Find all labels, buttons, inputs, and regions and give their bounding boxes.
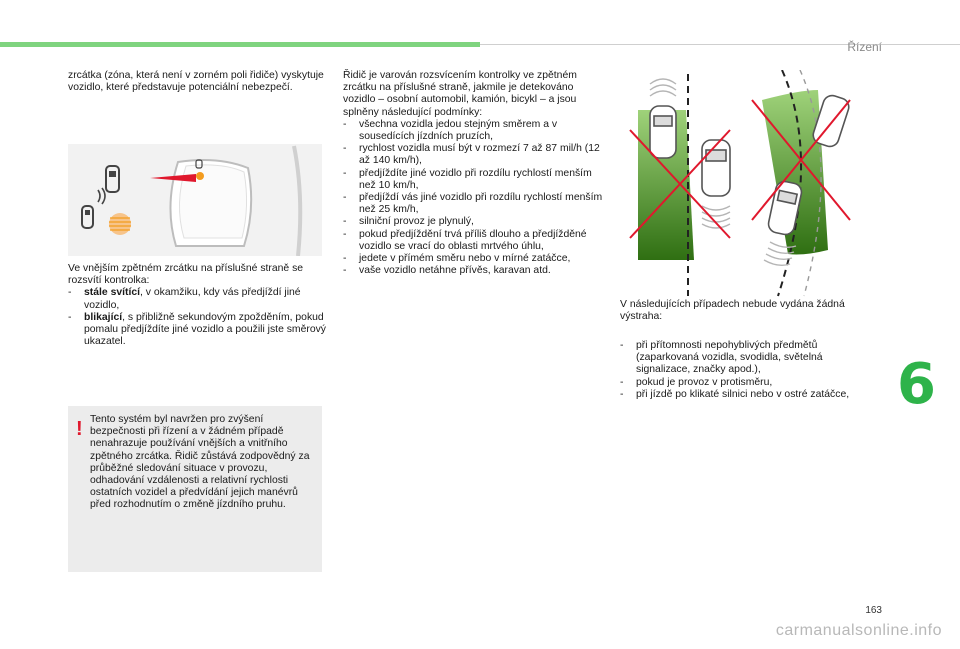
list-dash: - bbox=[343, 265, 347, 277]
list-item bbox=[68, 287, 326, 311]
case-text: pokud je provoz v protisměru, bbox=[636, 376, 773, 388]
item-text: , s přibližně sekundovým zpožděním, pokud pomalu předjíždíte jiné vozidlo a použili jste směrový ukazatel. bbox=[84, 311, 326, 348]
list-dash: - bbox=[343, 167, 347, 179]
list-dash: - bbox=[68, 287, 72, 299]
col2-conditions bbox=[343, 70, 605, 277]
list-item bbox=[343, 265, 605, 277]
no-warning-list bbox=[620, 340, 870, 401]
conditions-list bbox=[343, 119, 605, 278]
list-item bbox=[343, 253, 605, 265]
condition-text: silniční provoz je plynulý, bbox=[359, 216, 474, 228]
col1-intro: zrcátka (zóna, která není v zorném poli řidiče) vyskytuje vozidlo, které představuje potenciální nebezpečí. bbox=[68, 70, 324, 94]
list-dash: - bbox=[343, 143, 347, 155]
list-dash: - bbox=[343, 253, 347, 265]
item-bold: blikající bbox=[84, 311, 123, 323]
list-dash: - bbox=[343, 228, 347, 240]
warning-text: Tento systém byl navržen pro zvýšení bezpečnosti při řízení a v žádném případě nenahrazuje používání vnějších a vnitřního zpětného zrcátka. Řidič zůstává zodpovědný za průběžné sledování situace v provozu, odhadování vzdálenosti a relativní rychlosti ostatních vozidel a předvídání jejich manévrů před rozhodnutím o změně jízdního pruhu. bbox=[90, 414, 310, 511]
list-dash: - bbox=[68, 311, 72, 323]
warning-icon: ! bbox=[76, 418, 83, 440]
list-dash: - bbox=[343, 192, 347, 204]
item-text: , v okamžiku, kdy vás předjíždí jiné vozidlo, bbox=[84, 287, 301, 311]
list-item bbox=[343, 216, 605, 228]
case-text: při jízdě po klikaté silnici nebo v ostré zatáčce, bbox=[636, 388, 850, 400]
list-item bbox=[343, 143, 605, 167]
list-item bbox=[620, 389, 870, 401]
mirror-intro: Ve vnějším zpětném zrcátku na příslušné straně se rozsvítí kontrolka: bbox=[68, 263, 304, 287]
condition-text: vaše vozidlo netáhne přívěs, karavan atd. bbox=[359, 265, 551, 277]
list-item bbox=[68, 312, 326, 349]
chapter-number: 6 bbox=[897, 352, 936, 417]
mirror-illustration bbox=[68, 144, 322, 256]
page-number: 163 bbox=[865, 605, 882, 616]
road-illustration bbox=[620, 70, 860, 298]
list-dash: - bbox=[620, 376, 624, 388]
list-dash: - bbox=[343, 216, 347, 228]
condition-text: všechna vozidla jedou stejným směrem a v sousedících jízdních pruzích, bbox=[359, 118, 558, 143]
list-dash: - bbox=[620, 388, 624, 400]
case-text: při přítomnosti nepohyblivých předmětů (zaparkovaná vozidla, svodidla, světelná signalizace, značky apod.), bbox=[636, 340, 823, 376]
col1-mirror-text bbox=[68, 263, 326, 348]
list-item bbox=[343, 168, 605, 192]
list-item bbox=[620, 340, 870, 377]
col3-cases bbox=[620, 340, 870, 401]
blind-spot-mirror-icon bbox=[68, 144, 322, 256]
indicator-list bbox=[68, 287, 326, 348]
list-item bbox=[343, 229, 605, 253]
condition-text: pokud předjíždění trvá příliš dlouho a předjížděné vozidlo se vrací do oblasti mrtvého úhlu, bbox=[359, 228, 587, 252]
list-item bbox=[343, 119, 605, 143]
list-item bbox=[343, 192, 605, 216]
header-accent-bar bbox=[0, 42, 480, 47]
section-title: Řízení bbox=[847, 40, 882, 54]
col3-intro: V následujících případech nebude vydána žádná výstraha: bbox=[620, 299, 845, 323]
watermark: carmanualsonline.info bbox=[775, 622, 942, 639]
condition-text: jedete v přímém směru nebo v mírné zatáčce, bbox=[359, 253, 571, 265]
conditions-intro: Řidič je varován rozsvícením kontrolky ve zpětném zrcátku na příslušné straně, jakmile je detekováno vozidlo – osobní automobil, kamión, bicykl – a jsou splněny následující podmínky: bbox=[343, 70, 577, 118]
header-rule bbox=[480, 44, 960, 45]
list-dash: - bbox=[620, 340, 624, 351]
condition-text: předjíždí vás jiné vozidlo při rozdílu rychlostí menším než 25 km/h, bbox=[359, 192, 603, 216]
item-bold: stále svítící bbox=[84, 287, 141, 299]
condition-text: rychlost vozidla musí být v rozmezí 7 až 87 mil/h (12 až 140 km/h), bbox=[359, 143, 600, 167]
list-dash: - bbox=[343, 118, 347, 130]
blind-spot-road-icon bbox=[620, 70, 860, 298]
condition-text: předjíždíte jiné vozidlo při rozdílu rychlostí menším než 10 km/h, bbox=[359, 167, 592, 191]
list-item bbox=[620, 377, 870, 389]
